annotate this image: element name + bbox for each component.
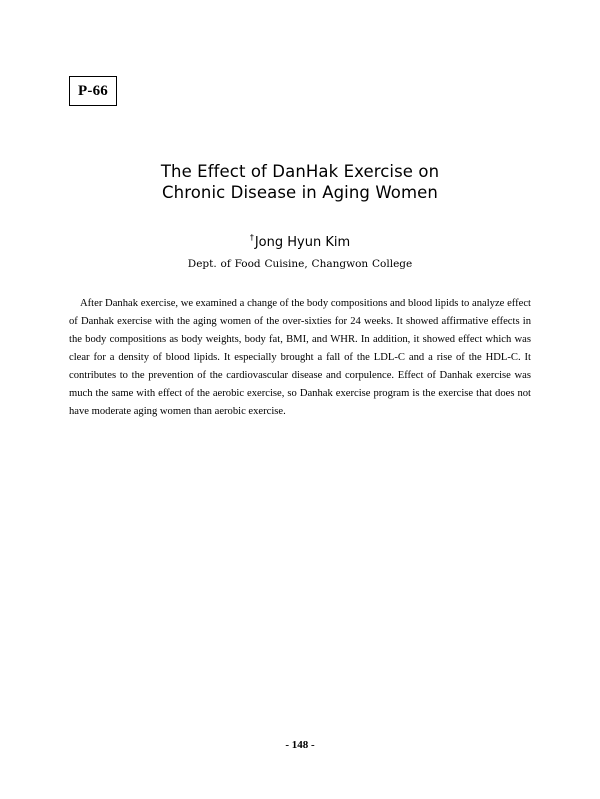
abstract-body	[69, 295, 531, 421]
title-line-1: The Effect of DanHak Exercise on	[160, 162, 440, 181]
page-number: - 148 -	[285, 739, 315, 751]
author-name: Jong Hyun Kim	[254, 235, 351, 250]
abstract-paragraph: After Danhak exercise, we examined a change of the body compositions and blood lipids to analyze effect of Danhak exercise with the aging women of the over-sixties for 24 weeks. It showed affirmative effects in the body compositions as body weights, body fat, BMI, and WHR. In addition, it showed effect which was clear for a density of blood lipids. It especially brought a fall of the LDL-C and a rise of the HDL-C. It contributes to the prevention of the cardiovascular disease and corpulence. Effect of Danhak exercise was much the same with effect of the aerobic exercise, so Danhak exercise program is the exercise that does not have moderate aging women than aerobic exercise.	[69, 298, 531, 417]
poster-number: P-66	[78, 82, 108, 99]
paper-title	[0, 161, 600, 203]
corresponding-author-marker: †	[249, 233, 254, 242]
affiliation: Dept. of Food Cuisine, Changwon College	[187, 258, 413, 270]
author-line	[0, 229, 600, 252]
poster-number-badge	[69, 76, 117, 106]
title-line-2: Chronic Disease in Aging Women	[162, 183, 438, 202]
